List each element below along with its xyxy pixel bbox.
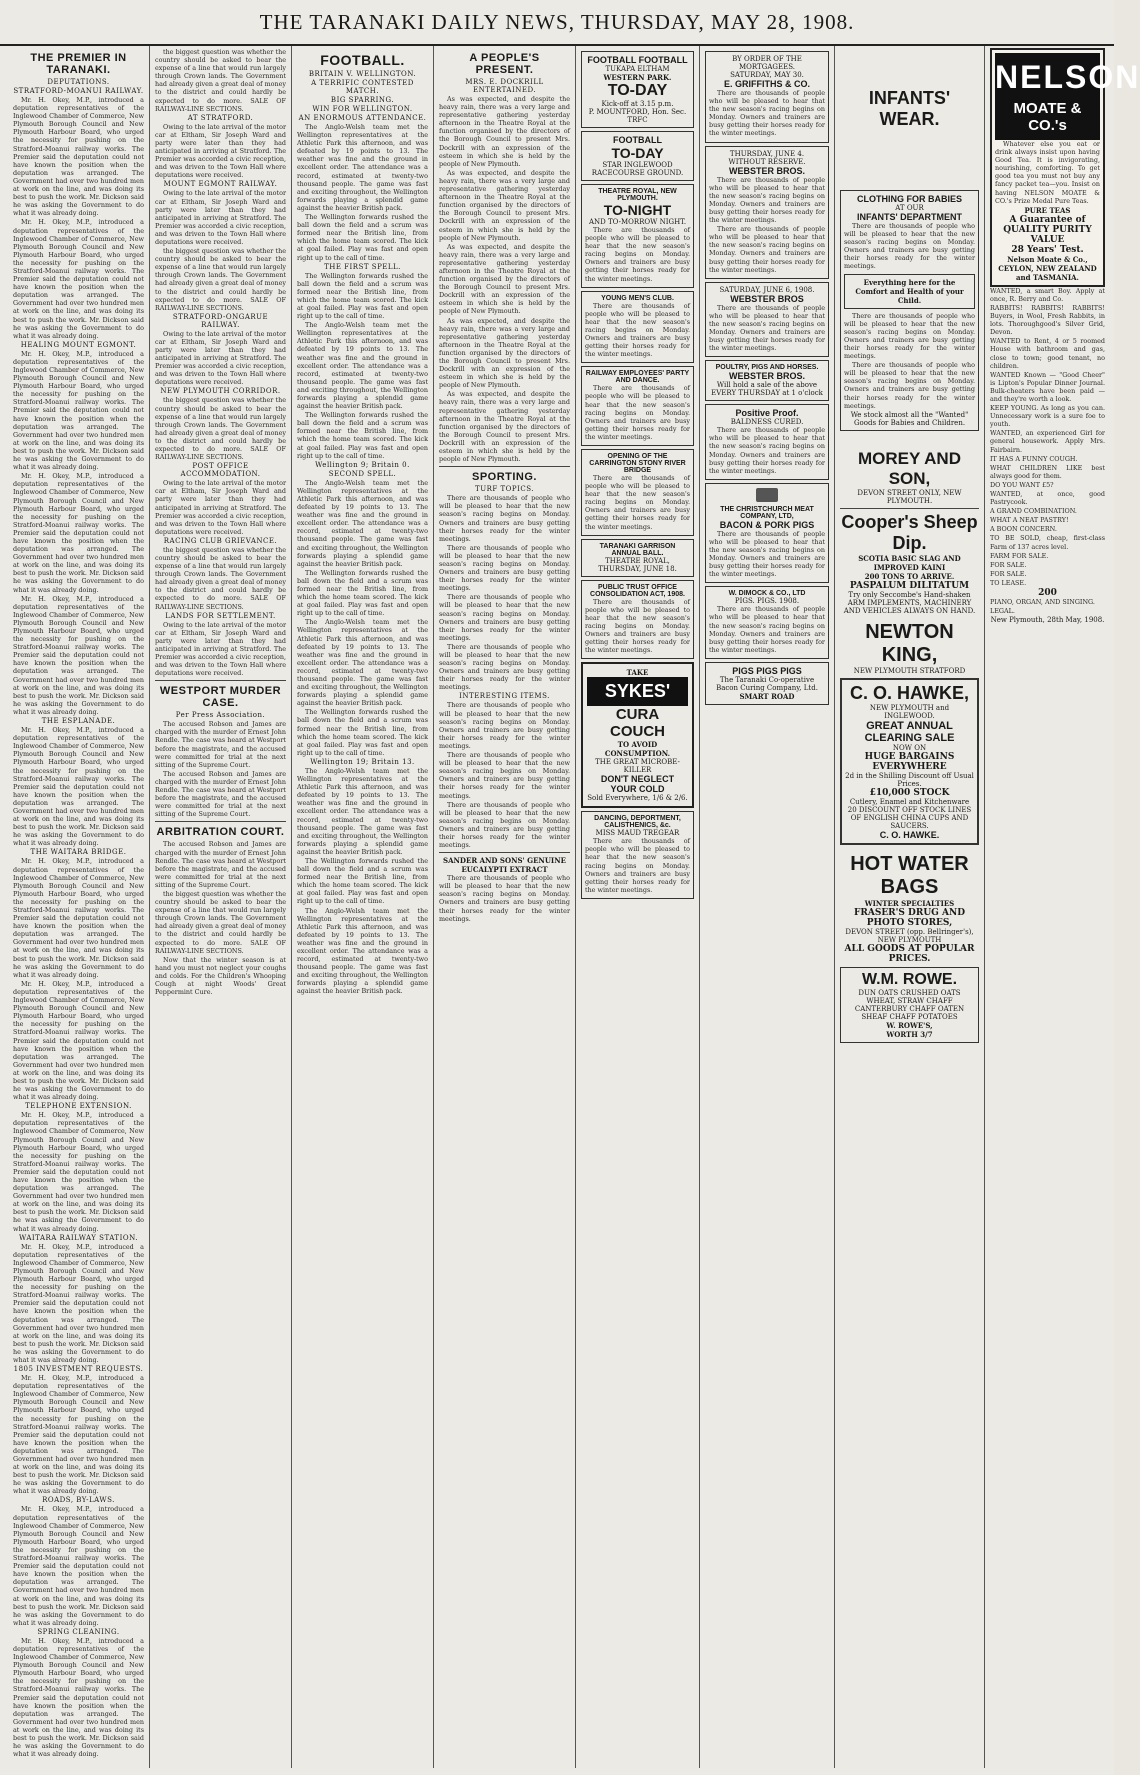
pigs-title: PIGS PIGS PIGS bbox=[732, 665, 802, 676]
football-ad bbox=[581, 51, 694, 128]
classified-11: WHAT A NEAT PASTRY! bbox=[990, 516, 1069, 525]
sale-discount: 2d in the Shilling Discount off Usual Prices. bbox=[845, 771, 974, 788]
classified-7: WHAT CHILDREN LIKE best always good for them. bbox=[990, 463, 1105, 480]
hawke-ad bbox=[840, 678, 979, 845]
football-text-10: The Anglo-Welsh team met the Wellington representatives at the Athletic Park this afternoon, and was defeated by 19 points to 13. The weather was fine and the ground in excellent order. The attendance was a record, estimated at twenty-two thousand people. The game was fast and exciting throughout, the Wellington forwards playing a splendid game against the heavier British pack. bbox=[297, 766, 428, 856]
baldness-ad bbox=[705, 404, 829, 480]
column-classifieds bbox=[985, 46, 1140, 1768]
football-ad-teams: TUKAPA ELTHAM bbox=[605, 65, 670, 73]
classified-13: TO BE SOLD, cheap, first-class Farm of 137 acres level. bbox=[990, 534, 1105, 551]
railway-subheading: STRATFORD-MOANUI RAILWAY. bbox=[13, 87, 144, 95]
present-text-3: As was expected, and despite the heavy rain, there was a very large and representative gathering yesterday afternoon in the Theatre Royal at the function organised by the directors of the Borough Council to present Mrs. Dockrill with an expression of the esteem in which she is held by the people of New Plymouth. bbox=[439, 242, 570, 316]
years-test: 28 Years' Test. bbox=[1011, 244, 1084, 255]
masthead bbox=[0, 0, 1114, 46]
sale-banner: GREAT ANNUAL CLEARING SALE bbox=[864, 719, 955, 744]
classified-1: RABBITS! RABBITS! RABBITS! Buyers, in Wool, Fresh Rabbits, in lots. Thoroughgood's Silver Grid, Devon. bbox=[990, 303, 1105, 337]
bridge-ad bbox=[581, 449, 694, 536]
attendance-subheading: AN ENORMOUS ATTENDANCE. bbox=[298, 114, 427, 122]
classified-2: WANTED to Rent, 4 or 5 roomed House with bathroom and gas, close to town; good tenant, no children. bbox=[990, 337, 1105, 370]
griffiths-date: SATURDAY, MAY 30. bbox=[730, 71, 804, 79]
sparring-subheading: BIG SPARRING. bbox=[330, 96, 395, 104]
lands-subheading: LANDS FOR SETTLEMENT. bbox=[165, 611, 276, 620]
football-ad-2-teams: STAR INGLEWOOD bbox=[602, 161, 673, 169]
classified-5: WANTED, an experienced Girl for general housework. Apply Mrs. Fairbairn. bbox=[990, 429, 1105, 454]
sporting-heading: SPORTING. bbox=[471, 471, 537, 484]
divider bbox=[840, 508, 979, 509]
corridor-subheading: NEW PLYMOUTH CORRIDOR. bbox=[160, 387, 281, 396]
poultry-line: Will hold a sale of the above EVERY THURSDAY at 1 o'clock bbox=[711, 381, 823, 398]
cura-couch-ad bbox=[581, 662, 694, 808]
meat-company-line: BACON & PORK PIGS bbox=[719, 519, 815, 530]
divider bbox=[439, 852, 570, 853]
meat-company-title: THE CHRISTCHURCH MEAT COMPANY, LTD, bbox=[720, 505, 814, 520]
railway-dance-title: RAILWAY EMPLOYEES' PARTY AND DANCE. bbox=[585, 370, 690, 385]
football-ad-2-ground: RACECOURSE GROUND. bbox=[591, 169, 684, 177]
football-ad-kickoff: Kick-off at 3.15 p.m. bbox=[601, 100, 674, 108]
webster-date: THURSDAY, JUNE 4. bbox=[729, 149, 805, 158]
dancing-title: DANCING, DEPORTMENT, CALISTHENICS, &c. bbox=[594, 815, 681, 830]
clothing-list-2: There are thousands of people who will be pleased to hear that the new season's racing begins on Monday. Owners and trainers are busy getting their horses ready for the winter meetings. bbox=[844, 361, 975, 410]
classified-4: KEEP YOUNG. As long as you can. Unnecessary work is a sure foe to youth. bbox=[990, 404, 1105, 429]
divider bbox=[155, 680, 286, 681]
popular-line: ALL GOODS AT POPULAR PRICES. bbox=[844, 943, 975, 964]
spring-cleaning-subheading: SPRING CLEANING. bbox=[37, 1627, 120, 1636]
clothing-sub: AT OUR bbox=[895, 204, 924, 212]
items-text-3: There are thousands of people who will be pleased to hear that the new season's racing begins on Monday. Owners and trainers are busy getting their horses ready for the winter meetings. bbox=[439, 800, 570, 850]
lease-number: 200 bbox=[1038, 588, 1057, 599]
webster-text-2: There are thousands of people who will be pleased to hear that the new season's racing begins on Monday. Owners and trainers are busy getting their horses ready for the winter meetings. bbox=[709, 225, 825, 274]
football-text-8: The Anglo-Welsh team met the Wellington representatives at the Athletic Park this afternoon, and was defeated by 19 points to 13. The weather was fine and the ground in excellent order. The attendance was a record, estimated at twenty-two thousand people. The game was fast and exciting throughout, the Wellington forwards playing a splendid game against the heavier British pack. bbox=[297, 618, 428, 708]
theatre-ad-tonight: TO-NIGHT bbox=[603, 202, 672, 218]
investment-subheading: 1805 INVESTMENT REQUESTS. bbox=[13, 1365, 144, 1374]
classified-3: WANTED Known — "Good Cheer" is Lipton's Popular Dinner Journal. Bulk-cheaters have been paid — and they're worth a look. bbox=[990, 370, 1105, 403]
football-ad-2-today: TO-DAY bbox=[611, 145, 664, 161]
webster-name: WEBSTER BROS. bbox=[728, 165, 805, 176]
comfort-box: Everything here for the Comfort and Health of your Child. bbox=[844, 274, 975, 309]
sale-now: NOW ON bbox=[892, 743, 927, 752]
stock-line: We stock almost all the "Wanted" Goods for Babies and Children. bbox=[850, 410, 969, 427]
football-text-11: The Wellington forwards rushed the ball down the field and a scrum was formed near the British line, from which the home team scored. The kick at goal failed. Play was fast and open right up to the call of time. bbox=[297, 856, 428, 906]
theatre-ad-title: THEATRE ROYAL, NEW PLYMOUTH. bbox=[598, 188, 677, 202]
meat-company-text: There are thousands of people who will be pleased to hear that the new season's racing begins on Monday. Owners and trainers are busy getting their horses ready for the winter meetings. bbox=[709, 529, 825, 579]
column-present bbox=[434, 46, 576, 1768]
pigs-ad bbox=[705, 662, 829, 705]
eucalypti-text: There are thousands of people who will be pleased to hear that the new season's racing begins on Monday. Owners and trainers are busy getting their horses ready for the winter meetings. bbox=[439, 874, 570, 923]
poultry-title: POULTRY, PIGS AND HORSES. bbox=[715, 364, 819, 372]
classified-6: IT HAS A FUNNY COUGH. bbox=[990, 454, 1078, 463]
divider bbox=[439, 466, 570, 467]
items-text-2: There are thousands of people who will be pleased to hear that the new season's racing begins on Monday. Owners and trainers are busy getting their horses ready for the winter meetings. bbox=[439, 751, 570, 800]
public-trust-text: There are thousands of people who will be pleased to hear that the new season's racing begins on Monday. Owners and trainers are busy getting their horses ready for the winter meetings. bbox=[585, 597, 690, 655]
football-heading: FOOTBALL. bbox=[320, 52, 405, 68]
stock-amount: £10,000 STOCK bbox=[869, 787, 950, 798]
garrison-line: THEATRE ROYAL, THURSDAY, JUNE 18. bbox=[598, 556, 677, 573]
waitara-station-subheading: WAITARA RAILWAY STATION. bbox=[19, 1233, 138, 1242]
football-text-9: The Wellington forwards rushed the ball down the field and a scrum was formed near the British line, from which the home team scored. The kick at goal failed. Play was fast and open right up to the call of time. bbox=[297, 708, 428, 757]
classified-15: FOR SALE. bbox=[990, 560, 1027, 569]
premier-article-text: Mr. H. Okey, M.P., introduced a deputation representatives of the Inglewood Chamber of Commerce, New Plymouth Borough Council and New Plymouth Harbour Board, who urged the necessity for pushing on the Stratford-Moanui railway works. The Premier said the deputation could not have known the position when the deputation was arranged. The Government had over two hundred men at work on the line, and was doing its best to push the work. Mr. Dickson said he was asking the Government to do what it was already doing. bbox=[13, 96, 144, 218]
china-line: 20 DISCOUNT OFF STOCK LINES OF ENGLISH CHINA CUPS AND SAUCERS. bbox=[847, 805, 972, 830]
rowe-sign: W. ROWE'S, bbox=[886, 1020, 933, 1030]
post-office-subheading: POST OFFICE ACCOMMODATION. bbox=[180, 462, 261, 479]
classified-12: A BOON CONCERN. bbox=[990, 525, 1057, 534]
football-ad-secretary: P. MOUNTFORD, Hon. Sec. TRFC bbox=[588, 108, 687, 124]
waitara-bridge-subheading: THE WAITARA BRIDGE. bbox=[30, 848, 127, 857]
westport-heading: WESTPORT MURDER CASE. bbox=[159, 685, 282, 710]
present-heading: A PEOPLE'S PRESENT. bbox=[469, 52, 540, 76]
premier-article-text-12: Mr. H. Okey, M.P., introduced a deputation representatives of the Inglewood Chamber of Commerce, New Plymouth Borough Council and New Plymouth Harbour Board, who urged the necessity for pushing on the Stratford-Moanui railway works. The Premier said the deputation could not have known the position when the deputation was arranged. The Government had over two hundred men at work on the line, and was doing its best to push the work. Mr. Dickson said he was asking the Government to do what it was already doing. bbox=[13, 1505, 144, 1627]
webster-ad bbox=[705, 146, 829, 279]
bridge-text: There are thousands of people who will be pleased to hear that the new season's racing begins on Monday. Owners and trainers are busy getting their horses ready for the winter meetings. bbox=[585, 473, 690, 531]
sporting-text: There are thousands of people who will be pleased to hear that the new season's racing begins on Monday. Owners and trainers are busy getting their horses ready for the winter meetings. bbox=[439, 494, 570, 543]
present-text-4: As was expected, and despite the heavy rain, there was a very large and representative gathering yesterday afternoon in the Theatre Royal at the function organised by the directors of the Borough Council to present Mrs. Dockrill with an expression of the esteem in which she is held by the people of New Plymouth. bbox=[439, 316, 570, 390]
infants-title: INFANTS' WEAR. bbox=[868, 88, 951, 129]
stratford-text: Owing to the late arrival of the motor car at Eltham, Sir Joseph Ward and party were later than they had anticipated in arriving at Stratford. The Premier was accorded a civic reception, and was driven to the Town Hall where deputations were received. bbox=[155, 122, 286, 180]
nelson-moate-ad bbox=[990, 48, 1140, 287]
cutlery-line: Cutlery, Enamel and Kitchenware bbox=[849, 797, 970, 806]
football-text-4: The Anglo-Welsh team met the Wellington representatives at the Athletic Park this afternoon, and was defeated by 19 points to 13. The weather was fine and the ground in excellent order. The attendance was a record, estimated at twenty-two thousand people. The game was fast and exciting throughout, the Wellington forwards playing a splendid game against the heavier British pack. bbox=[297, 321, 428, 411]
present-text-2: As was expected, and despite the heavy rain, there was a very large and representative gathering yesterday afternoon in the Theatre Royal at the function organised by the directors of the Borough Council to present Mrs. Dockrill with an expression of the esteem in which she is held by the people of New Plymouth. bbox=[439, 168, 570, 242]
footer-line: New Plymouth, 28th May, 1908. bbox=[990, 616, 1105, 625]
ongarue-subheading: STRATFORD-ONGARUE RAILWAY. bbox=[172, 312, 269, 329]
win-subheading: WIN FOR WELLINGTON. bbox=[312, 105, 413, 113]
griffiths-ad bbox=[705, 51, 829, 143]
griffiths-order: BY ORDER OF THE MORTGAGEES. bbox=[732, 55, 802, 71]
eucalypti-ad: SANDER AND SONS' GENUINE EUCALYPTI EXTRACT bbox=[443, 856, 566, 875]
clothing-dept: INFANTS' DEPARTMENT bbox=[857, 212, 962, 222]
stratford-subheading: AT STRATFORD. bbox=[187, 113, 254, 122]
stratford-text-4: Owing to the late arrival of the motor car at Eltham, Sir Joseph Ward and party were later than they had anticipated in arriving at Stratford. The Premier was accorded a civic reception, and was driven to the Town Hall where deputations were received. bbox=[155, 329, 286, 387]
score-line-1: Wellington 9; Britain 0. bbox=[315, 460, 410, 469]
column-entertainments bbox=[576, 46, 700, 1768]
baldness-line: BALDNESS CURED. bbox=[730, 418, 804, 427]
premier-article-text-6: Mr. H. Okey, M.P., introduced a deputation representatives of the Inglewood Chamber of Commerce, New Plymouth Borough Council and New Plymouth Harbour Board, who urged the necessity for pushing on the Stratford-Moanui railway works. The Premier said the deputation could not have known the position when the deputation was arranged. The Government had over two hundred men at work on the line, and was doing its best to push the work. Mr. Dickson said he was asking the Government to do what it was already doing. bbox=[13, 726, 144, 848]
classified-16: FOR SALE. bbox=[990, 569, 1027, 578]
egmont-railway-subheading: MOUNT EGMONT RAILWAY. bbox=[163, 180, 278, 189]
clothing-ad bbox=[840, 190, 979, 431]
egmont-subheading: HEALING MOUNT EGMONT. bbox=[20, 340, 137, 349]
divider bbox=[155, 821, 286, 822]
stratford-text-3: the biggest question was whether the country should be asked to bear the expense of a line that would run largely through Crown lands. The Government had already given a great deal of money to the district and could hardly be expected to do more. SALE OF RAILWAY-LINE SECTIONS. bbox=[155, 247, 286, 312]
present-text-5: As was expected, and despite the heavy rain, there was a very large and representative gathering yesterday afternoon in the Theatre Royal at the function organised by the directors of the Borough Council to present Mrs. Dockrill with an expression of the esteem in which she is held by the people of New Plymouth. bbox=[439, 390, 570, 464]
theatre-ad bbox=[581, 184, 694, 288]
football-text: The Anglo-Welsh team met the Wellington representatives at the Athletic Park this afternoon, and was defeated by 19 points to 13. The weather was fine and the ground in excellent order. The attendance was a record, estimated at twenty-two thousand people. The game was fast and exciting throughout, the Wellington forwards playing a splendid game against the heavier British pack. bbox=[297, 123, 428, 212]
premier-article-text-13: Mr. H. Okey, M.P., introduced a deputation representatives of the Inglewood Chamber of Commerce, New Plymouth Borough Council and New Plymouth Harbour Board, who urged the necessity for pushing on the Stratford-Moanui railway works. The Premier said the deputation could not have known the position when the deputation was arranged. The Government had over two hundred men at work on the line, and was doing its best to push the work. Mr. Dickson said he was asking the Government to do what it was already doing. bbox=[13, 1636, 144, 1759]
clothing-title: CLOTHING FOR BABIES bbox=[857, 194, 962, 204]
clothing-text: There are thousands of people who will be pleased to hear that the new season's racing begins on Monday. Owners and trainers are busy getting their horses ready for the winter meetings. bbox=[844, 222, 975, 271]
first-spell-subheading: THE FIRST SPELL. bbox=[324, 262, 401, 271]
theatre-ad-text: There are thousands of people who will be pleased to hear that the new season's racing begins on Monday. Owners and trainers are busy getting their horses ready for the winter meetings. bbox=[585, 226, 690, 283]
stratford-text-2: Owing to the late arrival of the motor car at Eltham, Sir Joseph Ward and party were later than they had anticipated in arriving at Stratford. The Premier was accorded a civic reception, and was driven to the Town Hall where deputations were received. bbox=[155, 189, 286, 246]
sporting-text-4: There are thousands of people who will be pleased to hear that the new season's racing begins on Monday. Owners and trainers are busy getting their horses ready for the winter meetings. bbox=[439, 642, 570, 692]
esplanade-subheading: THE ESPLANADE. bbox=[41, 717, 116, 726]
masthead-title: THE TARANAKI DAILY NEWS, THURSDAY, MAY 28, 1908. bbox=[259, 9, 855, 34]
westport-press: Per Press Association. bbox=[175, 711, 266, 720]
premier-article-text-10: Mr. H. Okey, M.P., introduced a deputation representatives of the Inglewood Chamber of Commerce, New Plymouth Borough Council and New Plymouth Harbour Board, who urged the necessity for pushing on the Stratford-Moanui railway works. The Premier said the deputation could not have known the position when the deputation was arranged. The Government had over two hundred men at work on the line, and was doing its best to push the work. Mr. Dickson said he was asking the Government to do what it was already doing. bbox=[13, 1242, 144, 1364]
nelson-text: Whatever else you eat or drink always insist upon having Good Tea. It is invigorating, nourishing, comforting. To get good tea you must not buy any fancy packet tea—you. Insist on having NELSON MOATE & CO.'s Prize Medal Pure Teas. bbox=[995, 140, 1100, 205]
premier-article-text-9: Mr. H. Okey, M.P., introduced a deputation representatives of the Inglewood Chamber of Commerce, New Plymouth Borough Council and New Plymouth Harbour Board, who urged the necessity for pushing on the Stratford-Moanui railway works. The Premier said the deputation could not have known the position when the deputation was arranged. The Government had over two hundred men at work on the line, and was doing its best to push the work. Mr. Dickson said he was asking the Government to do what it was already doing. bbox=[13, 1111, 144, 1233]
westport-text: The accused Robson and James are charged with the murder of Ernest John Rendle. The case was heard at Westport before the magistrate, and the accused were committed for trial at the next sitting of the Supreme Court. bbox=[155, 720, 286, 769]
public-trust-ad bbox=[581, 580, 694, 660]
garrison-title: TARANAKI GARRISON ANNUAL BALL. bbox=[599, 542, 676, 557]
morey-title: MOREY AND SON, bbox=[858, 448, 961, 488]
pig-icon bbox=[756, 488, 778, 502]
griffiths-name: E. GRIFFITHS & CO. bbox=[723, 79, 810, 89]
turf-subheading: TURF TOPICS. bbox=[475, 485, 534, 494]
cura-sold: Sold Everywhere, 1/6 & 2/6. bbox=[587, 794, 688, 803]
poultry-ad bbox=[705, 360, 829, 401]
cooper-sub: SCOTIA BASIC SLAG AND IMPROVED KAINI bbox=[858, 553, 961, 572]
cura-sykes: SYKES' bbox=[587, 677, 688, 706]
classified-17: TO LEASE. bbox=[990, 578, 1027, 587]
classified-14: FARM FOR SALE. bbox=[990, 551, 1049, 560]
stratford-text-5: the biggest question was whether the country should be asked to bear the expense of a line that would run largely through Crown lands. The Government had already given a great deal of money to the district and could hardly be expected to do more. SALE OF RAILWAY-LINE SECTIONS. bbox=[155, 396, 286, 462]
hot-water-title: HOT WATER BAGS bbox=[850, 852, 969, 898]
frasers-sub: DEVON STREET (opp. Bellringer's), NEW PLYMOUTH bbox=[845, 927, 974, 944]
football-ad-today: TO-DAY bbox=[607, 82, 668, 99]
dimock-text: There are thousands of people who will be pleased to hear that the new season's racing begins on Monday. Owners and trainers are busy getting their horses ready for the winter meetings. bbox=[709, 605, 825, 654]
football-ad-2 bbox=[581, 131, 694, 181]
bridge-title: OPENING OF THE CARRINGTON STONY RIVER BRIDGE bbox=[589, 452, 686, 474]
baldness-title: Positive Proof. bbox=[735, 408, 799, 419]
westport-text-2: The accused Robson and James are charged with the murder of Ernest John Rendle. The case was heard at Westport before the magistrate, and the accused were committed for trial at the next sitting of the Supreme Court. bbox=[155, 769, 286, 819]
premier-article-text-3: Mr. H. Okey, M.P., introduced a deputation representatives of the Inglewood Chamber of Commerce, New Plymouth Borough Council and New Plymouth Harbour Board, who urged the necessity for pushing on the Stratford-Moanui railway works. The Premier said the deputation could not have known the position when the deputation was arranged. The Government had over two hundred men at work on the line, and was doing its best to push the work. Mr. Dickson said he was asking the Government to do what it was already doing. bbox=[13, 349, 144, 472]
football-text-5: The Wellington forwards rushed the ball down the field and a scrum was formed near the British line, from which the home team scored. The kick at goal failed. Play was fast and open right up to the call of time. bbox=[297, 411, 428, 460]
premier-article-text-2: Mr. H. Okey, M.P., introduced a deputation representatives of the Inglewood Chamber of Commerce, New Plymouth Borough Council and New Plymouth Harbour Board, who urged the necessity for pushing on the Stratford-Moanui railway works. The Premier said the deputation could not have known the position when the deputation was arranged. The Government had over two hundred men at work on the line, and was doing its best to push the work. Mr. Dickson said he was asking the Government to do what it was already doing. bbox=[13, 218, 144, 340]
second-spell-subheading: SECOND SPELL. bbox=[328, 469, 397, 478]
sporting-text-2: There are thousands of people who will be pleased to hear that the new season's racing begins on Monday. Owners and trainers are busy getting their horses ready for the winter meetings. bbox=[439, 543, 570, 593]
rowe-ad bbox=[840, 967, 979, 1043]
dancing-teacher: MISS MAUD TREGEAR bbox=[595, 829, 680, 838]
hawke-title: C. O. HAWKE, bbox=[849, 682, 969, 703]
theatre-ad-tomorrow: AND TO-MORROW NIGHT. bbox=[588, 218, 687, 226]
terrific-subheading: A TERRIFIC CONTESTED MATCH. bbox=[311, 79, 414, 95]
webster-2-name: WEBSTER BROS bbox=[730, 293, 804, 304]
football-text-2: The Wellington forwards rushed the ball down the field and a scrum was formed near the British line, from which the home team scored. The kick at goal failed. Play was fast and open right up to the call of time. bbox=[297, 213, 428, 262]
column-deputations bbox=[150, 46, 292, 1768]
football-ad-venue: WESTERN PARK. bbox=[603, 73, 672, 82]
winter-line: WINTER SPECIALTIES bbox=[864, 898, 955, 908]
premier-article-text-11: Mr. H. Okey, M.P., introduced a deputation representatives of the Inglewood Chamber of Commerce, New Plymouth Borough Council and New Plymouth Harbour Board, who urged the necessity for pushing on the Stratford-Moanui railway works. The Premier said the deputation could not have known the position when the deputation was arranged. The Government had over two hundred men at work on the line, and was doing its best to push the work. Mr. Dickson said he was asking the Government to do what it was already doing. bbox=[13, 1374, 144, 1496]
classified-10: A GRAND COMBINATION. bbox=[990, 507, 1077, 516]
arbitration-text-3: Now that the winter season is at hand you must not neglect your coughs and colds. For the Children's Whooping Cough at night Woods' Great Peppermint Cure. bbox=[155, 955, 286, 997]
poultry-webster: WEBSTER BROS. bbox=[728, 371, 805, 382]
football-text-3: The Wellington forwards rushed the ball down the field and a scrum was formed near the British line, from which the home team scored. The kick at goal failed. Play was fast and open right up to the call of time. bbox=[297, 271, 428, 321]
arbitration-heading: ARBITRATION COURT. bbox=[156, 826, 285, 839]
premier-article-text-5: Mr. H. Okey, M.P., introduced a deputation representatives of the Inglewood Chamber of Commerce, New Plymouth Borough Council and New Plymouth Harbour Board, who urged the necessity for pushing on the Stratford-Moanui railway works. The Premier said the deputation could not have known the position when the deputation was arranged. The Government had over two hundred men at work on the line, and was doing its best to push the work. Mr. Dickson said he was asking the Government to do what it was already doing. bbox=[13, 594, 144, 716]
griffiths-text: There are thousands of people who will be pleased to hear that the new season's racing begins on Monday. Owners and trainers are busy getting their horses ready for the winter meetings. bbox=[709, 89, 825, 138]
dancing-ad bbox=[581, 811, 694, 899]
britain-subheading: BRITAIN V. WELLINGTON. bbox=[308, 70, 417, 78]
pigs-line: The Taranaki Co-operative Bacon Curing Company, Ltd. bbox=[716, 675, 818, 692]
pure-teas: PURE TEAS bbox=[1024, 205, 1071, 215]
young-mens-ad bbox=[581, 291, 694, 364]
baldness-text: There are thousands of people who will be pleased to hear that the new season's racing begins on Monday. Owners and trainers are busy getting their horses ready for the winter meetings. bbox=[709, 426, 825, 475]
premier-heading: THE PREMIER IN TARANAKI. bbox=[30, 52, 127, 76]
nelson-logo: NELSON bbox=[995, 53, 1100, 98]
classified-9: WANTED, at once, good Pastrycook. bbox=[990, 490, 1105, 507]
football-text-7: The Wellington forwards rushed the ball down the field and a scrum was formed near the British line, from which the home team scored. The kick at goal failed. Play was fast and open right up to the call of time. bbox=[297, 568, 428, 618]
railway-dance-text: There are thousands of people who will be pleased to hear that the new season's racing begins on Monday. Owners and trainers are busy getting their horses ready for the winter meetings. bbox=[585, 384, 690, 441]
hawke-sub: NEW PLYMOUTH and INGLEWOOD. bbox=[869, 703, 950, 720]
ceylon: Nelson Moate & Co., CEYLON, NEW ZEALAND and TASMANIA. bbox=[998, 254, 1097, 282]
football-ad-2-title: FOOTBALL bbox=[613, 135, 662, 145]
garrison-ad bbox=[581, 539, 694, 577]
newton-title: NEWTON KING, bbox=[865, 620, 954, 666]
cura-avoid: TO AVOID CONSUMPTION. bbox=[604, 740, 671, 759]
clothing-list: There are thousands of people who will be pleased to hear that the new season's racing begins on Monday. Owners and trainers are busy getting their horses ready for the winter meetings. bbox=[844, 311, 975, 361]
paspalum-sub: Try only Seccombe's Hand-shaken bbox=[848, 590, 971, 599]
deputation-text: the biggest question was whether the country should be asked to bear the expense of a line that would run largely through Crown lands. The Government had already given a great deal of money to the district and could hardly be expected to do more. SALE OF RAILWAY-LINE SECTIONS. bbox=[155, 48, 286, 113]
items-text: There are thousands of people who will be pleased to hear that the new season's racing begins on Monday. Owners and trainers are busy getting their horses ready for the winter meetings. bbox=[439, 701, 570, 750]
nelson-sub: MOATE & CO.'s bbox=[995, 98, 1100, 140]
rowe-title: W.M. ROWE. bbox=[861, 970, 958, 988]
webster-ad-2 bbox=[705, 282, 829, 358]
classified-18: PIANO, ORGAN, AND SINGING. bbox=[990, 598, 1095, 607]
stratford-text-7: the biggest question was whether the country should be asked to bear the expense of a line that would run largely through Crown lands. The Government had already given a great deal of money to the district and could hardly be expected to do more. SALE OF RAILWAY-LINE SECTIONS. bbox=[155, 545, 286, 611]
cura-microbe: THE GREAT MICROBE-KILLER bbox=[595, 758, 680, 775]
column-display-ads bbox=[835, 46, 985, 1768]
frasers-title: FRASER'S DRUG AND PHOTO STORES, bbox=[853, 907, 966, 928]
dancing-text: There are thousands of people who will be pleased to hear that the new season's racing begins on Monday. Owners and trainers are busy getting their horses ready for the winter meetings. bbox=[585, 837, 690, 894]
pigs-road: SMART ROAD bbox=[739, 691, 795, 701]
webster-reserve: WITHOUT RESERVE. bbox=[728, 157, 806, 166]
score-line-2: Wellington 19; Britain 13. bbox=[310, 757, 415, 766]
newton-sub: NEW PLYMOUTH STRATFORD bbox=[853, 666, 966, 675]
classified-0: WANTED, a smart Boy. Apply at once, R. Berry and Co. bbox=[990, 286, 1105, 303]
farm-line: ARM IMPLEMENTS, MACHINERY AND VEHICLES ALWAYS ON HAND. bbox=[843, 598, 976, 615]
arbitration-text: The accused Robson and James are charged with the murder of Ernest John Rendle. The case was heard at Westport before the magistrate, and the accused were committed for trial at the next sitting of the Supreme Court. bbox=[155, 840, 286, 889]
cura-neglect: DON'T NEGLECT YOUR COLD bbox=[600, 774, 675, 795]
paspalum: PASPALUM DILITATUM bbox=[849, 580, 970, 591]
football-ad-title: FOOTBALL FOOTBALL bbox=[587, 55, 688, 65]
sporting-text-3: There are thousands of people who will be pleased to hear that the new season's racing begins on Monday. Owners and trainers are busy getting their horses ready for the winter meetings. bbox=[439, 593, 570, 642]
worth: WORTH 3/7 bbox=[886, 1029, 933, 1039]
arbitration-text-2: the biggest question was whether the country should be asked to bear the expense of a line that would run largely through Crown lands. The Government had already given a great deal of money to the district and could hardly be expected to do more. SALE OF RAILWAY-LINE SECTIONS. bbox=[155, 889, 286, 955]
railway-dance-ad bbox=[581, 366, 694, 446]
premier-article-text-7: Mr. H. Okey, M.P., introduced a deputation representatives of the Inglewood Chamber of Commerce, New Plymouth Borough Council and New Plymouth Harbour Board, who urged the necessity for pushing on the Stratford-Moanui railway works. The Premier said the deputation could not have known the position when the deputation was arranged. The Government had over two hundred men at work on the line, and was doing its best to push the work. Mr. Dickson said he was asking the Government to do what it was already doing. bbox=[13, 857, 144, 979]
public-trust-title: PUBLIC TRUST OFFICE CONSOLIDATION ACT, 1908. bbox=[590, 583, 685, 598]
sale-line: HUGE BARGAINS EVERYWHERE bbox=[864, 751, 955, 772]
dimock-line: PIGS. PIGS. 1908. bbox=[734, 597, 800, 606]
dimock-title: W. DIMOCK & CO., LTD bbox=[728, 590, 806, 598]
dimock-ad bbox=[705, 586, 829, 659]
classified-19: LEGAL. bbox=[990, 607, 1015, 616]
young-mens-text: There are thousands of people who will be pleased to hear that the new season's racing begins on Monday. Owners and trainers are busy getting their horses ready for the winter meetings. bbox=[585, 301, 690, 359]
stratford-text-8: Owing to the late arrival of the motor car at Eltham, Sir Joseph Ward and party were later than they had anticipated in arriving at Stratford. The Premier was accorded a civic reception, and was driven to the Town Hall where deputations were received. bbox=[155, 620, 286, 678]
deputations-subheading: DEPUTATIONS. bbox=[47, 78, 110, 86]
telephone-subheading: TELEPHONE EXTENSION. bbox=[25, 1102, 132, 1111]
present-text: As was expected, and despite the heavy rain, there was a very large and representative gathering yesterday afternoon in the Theatre Royal at the function organised by the directors of the Borough Council to present Mrs. Dockrill with an expression of the esteem in which she is held by the people of New Plymouth. bbox=[439, 95, 570, 168]
cooper-title: Cooper's Sheep Dip. bbox=[841, 511, 978, 553]
webster-2-text: There are thousands of people who will be pleased to hear that the new season's racing begins on Monday. Owners and trainers are busy getting their horses ready for the winter meetings. bbox=[709, 303, 825, 353]
dockrill-subheading: MRS. E. DOCKRILL ENTERTAINED. bbox=[465, 78, 544, 94]
morey-sub: DEVON STREET ONLY, NEW PLYMOUTH. bbox=[857, 488, 962, 505]
column-auctions bbox=[700, 46, 835, 1768]
stratford-text-6: Owing to the late arrival of the motor car at Eltham, Sir Joseph Ward and party were later than they had anticipated in arriving at Stratford. The Premier was accorded a civic reception, and was driven to the Town Hall where deputations were received. bbox=[155, 479, 286, 536]
cura-couch: CURA COUCH bbox=[610, 706, 665, 741]
webster-2-date: SATURDAY, JUNE 6, 1908. bbox=[719, 285, 815, 294]
young-mens-title: YOUNG MEN'S CLUB. bbox=[601, 294, 674, 302]
webster-text: There are thousands of people who will be pleased to hear that the new season's racing begins on Monday. Owners and trainers are busy getting their horses ready for the winter meetings. bbox=[709, 175, 825, 225]
racing-subheading: RACING CLUB GRIEVANCE. bbox=[163, 536, 278, 545]
premier-article-text-8: Mr. H. Okey, M.P., introduced a deputation representatives of the Inglewood Chamber of Commerce, New Plymouth Borough Council and New Plymouth Harbour Board, who urged the necessity for pushing on the Stratford-Moanui railway works. The Premier said the deputation could not have known the position when the deputation was arranged. The Government had over two hundred men at work on the line, and was doing its best to push the work. Mr. Dickson said he was asking the Government to do what it was already doing. bbox=[13, 979, 144, 1102]
premier-article-text-4: Mr. H. Okey, M.P., introduced a deputation representatives of the Inglewood Chamber of Commerce, New Plymouth Borough Council and New Plymouth Harbour Board, who urged the necessity for pushing on the Stratford-Moanui railway works. The Premier said the deputation could not have known the position when the deputation was arranged. The Government had over two hundred men at work on the line, and was doing its best to push the work. Mr. Dickson said he was asking the Government to do what it was already doing. bbox=[13, 472, 144, 594]
items-subheading: INTERESTING ITEMS. bbox=[459, 692, 550, 701]
football-text-6: The Anglo-Welsh team met the Wellington representatives at the Athletic Park this afternoon, and was defeated by 19 points to 13. The weather was fine and the ground in excellent order. The attendance was a record, estimated at twenty-two thousand people. The game was fast and exciting throughout, the Wellington forwards playing a splendid game against the heavier British pack. bbox=[297, 478, 428, 568]
guarantee: A Guarantee of QUALITY PURITY VALUE bbox=[1003, 214, 1092, 245]
hawke-sign: C. O. HAWKE. bbox=[879, 829, 940, 840]
classified-8: DO YOU WANT £5? bbox=[990, 480, 1054, 489]
rowe-line: DUN OATS CRUSHED OATS WHEAT, STRAW CHAFF CANTERBURY CHAFF OATEN SHEAF CHAFF POTATOES bbox=[854, 988, 965, 1021]
football-text-12: The Anglo-Welsh team met the Wellington representatives at the Athletic Park this afternoon, and was defeated by 19 points to 13. The weather was fine and the ground in excellent order. The attendance was a record, estimated at twenty-two thousand people. The game was fast and exciting throughout, the Wellington forwards playing a splendid game against the heavier British pack. bbox=[297, 906, 428, 996]
cooper-line: 200 TONS TO ARRIVE. bbox=[864, 571, 955, 581]
column-premier bbox=[8, 46, 150, 1768]
roads-subheading: ROADS, BY-LAWS. bbox=[42, 1496, 115, 1505]
cura-take: TAKE bbox=[626, 668, 649, 678]
meat-company-ad bbox=[705, 483, 829, 584]
column-football bbox=[292, 46, 434, 1768]
